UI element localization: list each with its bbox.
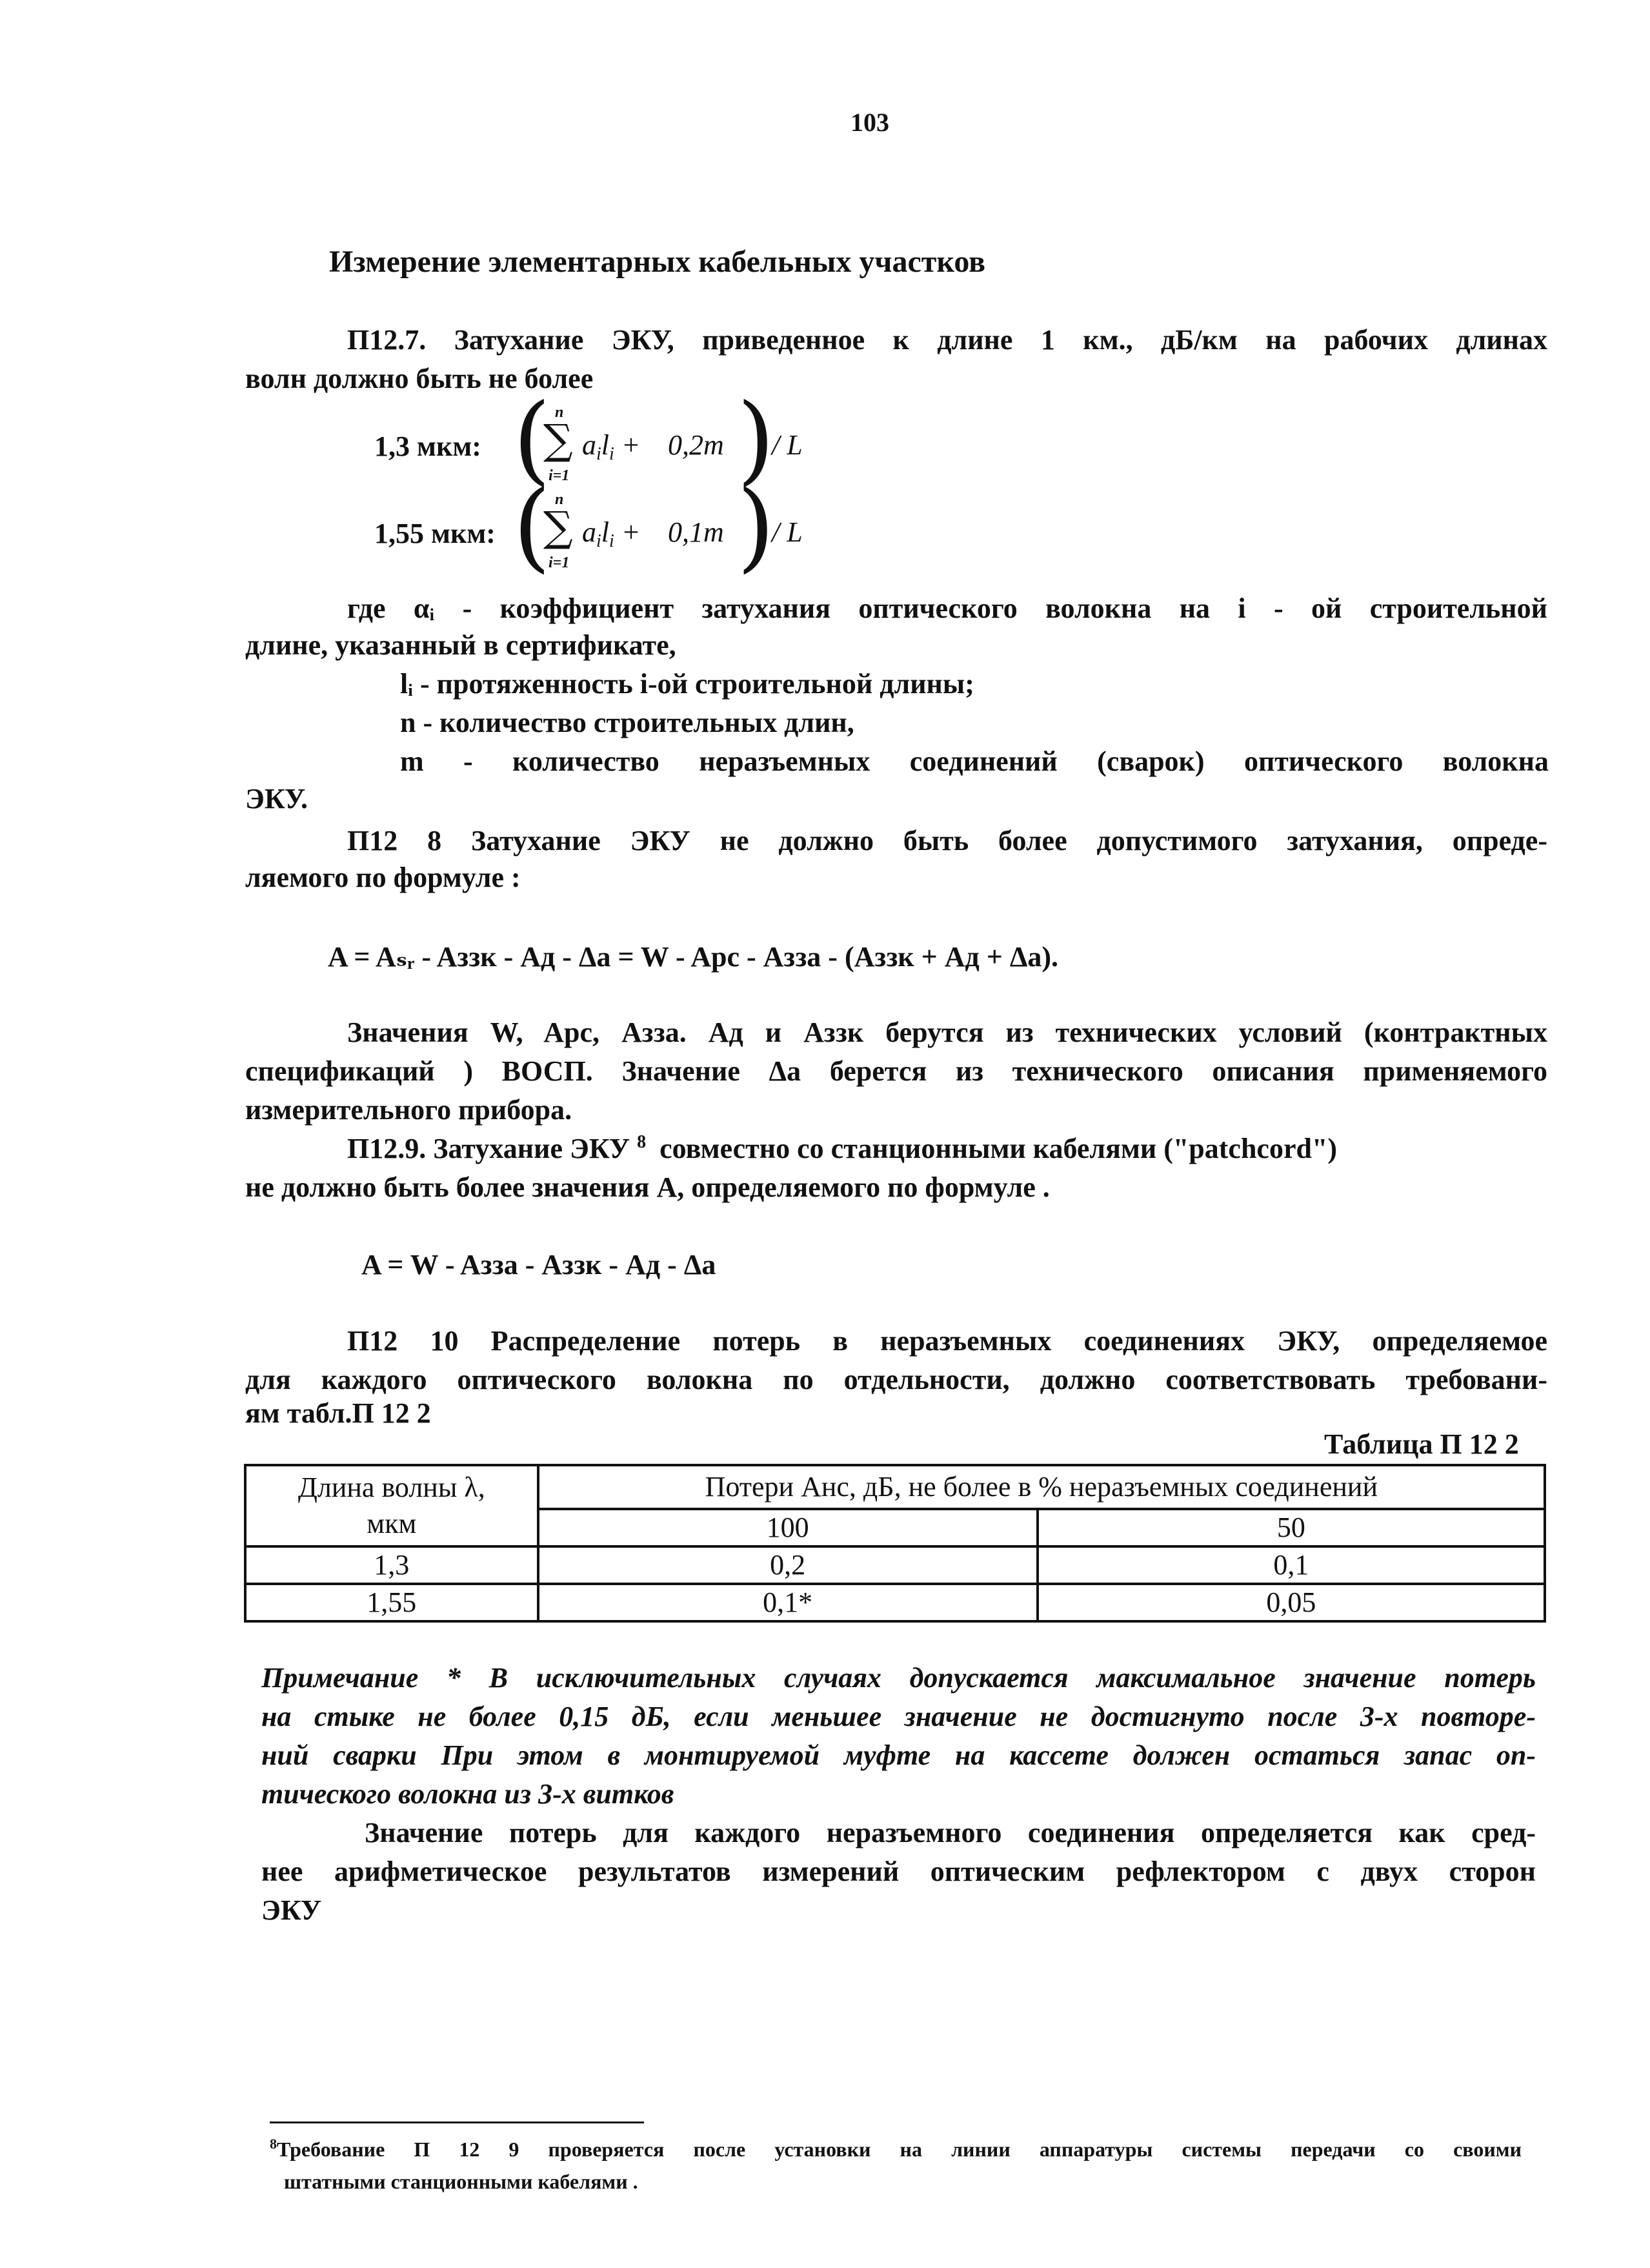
footnote-line1	[270, 2135, 1522, 2163]
formula-1-sum-top: n	[555, 404, 564, 421]
formula-2-over-L: / L	[772, 516, 803, 548]
where-m-line: m - количество неразъемных соединений (сварок) оптического волокна	[400, 745, 1549, 777]
p129-line2: не должно быть более значения А, определяемого по формуле .	[245, 1171, 1050, 1203]
p127-line1: П12.7. Затухание ЭКУ, приведенное к длине 1 км., дБ/км на рабочих длинах	[347, 324, 1547, 356]
cell-v100: 0,2	[538, 1546, 1038, 1584]
p1210-line2: для каждого оптического волокна по отдельности, должно соответствовать требовани-	[245, 1364, 1547, 1395]
table-header-row	[245, 1465, 1545, 1509]
final-line1: Значение потерь для каждого неразъемного соединения определяется как сред-	[365, 1817, 1536, 1848]
note-line3: ний сварки При этом в монтируемой муфте на кассете должен остаться запас оп-	[261, 1739, 1536, 1771]
p1210-line3: ям табл.П 12 2	[245, 1397, 431, 1429]
note-line2: на стыке не более 0,15 дБ, если меньшее значение не достигнуто после 3-х повторе-	[261, 1701, 1536, 1732]
note-line1: Примечание * В исключительных случаях допускается максимальное значение потерь	[261, 1662, 1536, 1694]
footnote-mark: 8	[270, 2136, 277, 2152]
where-n-line: n - количество строительных длин,	[400, 707, 854, 738]
p1210-line1: П12 10 Распределение потерь в неразъемных соединениях ЭКУ, определяемое	[347, 1325, 1547, 1357]
table-row	[245, 1584, 1545, 1621]
cell-v50: 0,1	[1038, 1546, 1545, 1584]
page-number: 103	[850, 108, 889, 137]
cell-wavelength: 1,55	[245, 1584, 538, 1621]
final-line2: нее арифметическое результатов измерений оптическим рефлектором с двух сторон	[261, 1856, 1536, 1887]
sigma-icon: ∑	[543, 503, 573, 551]
formula-2-close-paren: )	[737, 471, 775, 583]
where-alpha-line2: длине, указанный в сертификате,	[245, 629, 676, 661]
formula-1-over-L: / L	[772, 429, 803, 461]
formula-2-sum-top: n	[555, 491, 564, 508]
formula-2-product: $a_il_i$ +	[582, 516, 641, 551]
footnote-text-1: Требование П 12 9 проверяется после установки на линии аппаратуры системы передачи со своими	[277, 2138, 1522, 2161]
p129-formula: A = W - Aзза - Aззк - Aд - Δa	[361, 1249, 716, 1281]
col1-header-line2: мкм	[367, 1508, 417, 1539]
p128-formula: A = Aₛᵣ - Aззк - Aд - Δa = W - Aрс - Aзза - (Aззк + Aд + Δa).	[328, 941, 1059, 973]
col1-header	[245, 1465, 538, 1546]
footnote-line2: штатными станционными кабелями .	[284, 2170, 638, 2193]
note-line4: тического волокна из 3-х витков	[261, 1778, 674, 1810]
table-caption: Таблица П 12 2	[1324, 1428, 1519, 1460]
values-line1: Значения W, Aрс, Aзза. Aд и Aззк берутся из технических условий (контрактных	[347, 1017, 1547, 1048]
formula-2-open-paren: (	[513, 471, 551, 583]
formula-1-sum-bottom: i=1	[548, 467, 570, 484]
losses-table	[244, 1464, 1546, 1623]
formula-1-product: $a_il_i$ +	[582, 429, 641, 464]
p129-line1-a: П12.9. Затухание ЭКУ	[347, 1133, 630, 1164]
formula-1-close-paren: )	[737, 383, 775, 496]
values-line3: измерительного прибора.	[245, 1094, 572, 1126]
col2-header: Потери Анс, дБ, не более в % неразъемных соединений	[538, 1465, 1545, 1509]
final-line3: ЭКУ	[261, 1894, 322, 1926]
formula-1-term: 0,2m	[668, 429, 724, 461]
p127-line2: волн должно быть не более	[245, 363, 594, 394]
cell-v50: 0,05	[1038, 1584, 1545, 1621]
formula-2-sum-bottom: i=1	[548, 554, 570, 571]
p129-line1-b: совместно со станционными кабелями ("patchcord")	[659, 1133, 1338, 1164]
subheader-50: 50	[1038, 1509, 1545, 1546]
cell-v100: 0,1*	[538, 1584, 1038, 1621]
where-alpha-line1: где αᵢ - коэффициент затухания оптического волокна на i - ой строительной	[347, 592, 1547, 624]
p128-line1: П12 8 Затухание ЭКУ не должно быть более допустимого затухания, опреде-	[347, 825, 1547, 856]
footnote-separator	[270, 2121, 644, 2123]
sigma-icon: ∑	[543, 416, 573, 464]
subheader-100: 100	[538, 1509, 1038, 1546]
p128-line2: ляемого по формуле :	[245, 862, 521, 893]
where-l-line: lᵢ - протяженность i-ой строительной длины;	[400, 668, 974, 700]
formula-2-term: 0,1m	[668, 516, 724, 548]
p129-line1	[347, 1129, 1547, 1168]
formula-2-label: 1,55 мкм:	[374, 518, 496, 549]
footnote-ref: 8	[637, 1132, 647, 1152]
where-eku: ЭКУ.	[245, 783, 308, 815]
section-heading: Измерение элементарных кабельных участков	[329, 245, 986, 279]
values-line2: спецификаций ) ВОСП. Значение Δa берется из технического описания применяемого	[245, 1055, 1547, 1087]
formula-2	[374, 471, 955, 591]
formula-1-open-paren: (	[513, 383, 551, 496]
formula-1-label: 1,3 мкм:	[374, 430, 481, 462]
table-row	[245, 1546, 1545, 1584]
col1-header-line1: Длина волны λ,	[297, 1472, 485, 1503]
cell-wavelength: 1,3	[245, 1546, 538, 1584]
